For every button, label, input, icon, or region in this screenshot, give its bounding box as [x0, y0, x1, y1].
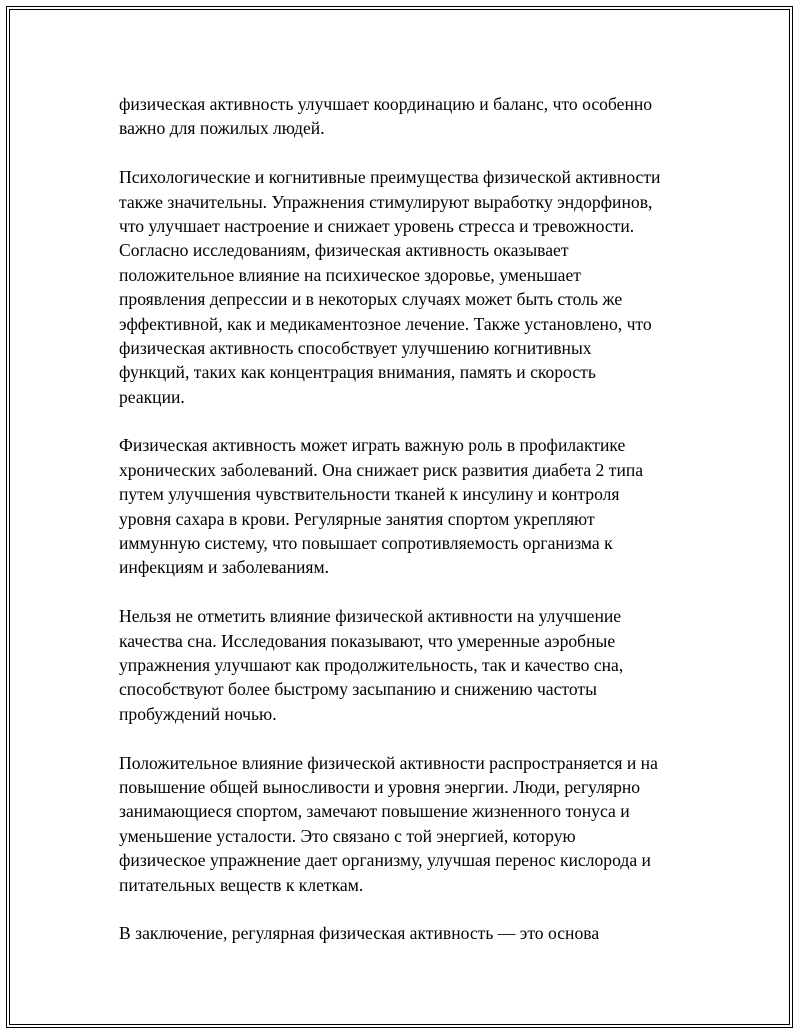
text-line: важно для пожилых людей.	[119, 118, 325, 139]
text-line: также значительны. Упражнения стимулируют выработку эндорфинов,	[119, 191, 653, 212]
document-body	[119, 92, 699, 970]
text-line: функций, таких как концентрация внимания, память и скорость	[119, 362, 596, 383]
paragraph-2	[119, 165, 699, 409]
text-line: Положительное влияние физической активности распространяется и на	[119, 752, 658, 773]
text-line: способствуют более быстрому засыпанию и снижению частоты	[119, 679, 597, 700]
paragraph-5	[119, 751, 699, 897]
text-line: Физическая активность может играть важную роль в профилактике	[119, 435, 626, 456]
text-line: физическая активность улучшает координацию и баланс, что особенно	[119, 94, 653, 114]
text-line: уменьшение усталости. Это связано с той энергией, которую	[119, 825, 576, 846]
text-line: Согласно исследованиям, физическая активность оказывает	[119, 240, 569, 261]
text-line: проявления депрессии и в некоторых случаях может быть столь же	[119, 289, 623, 310]
text-line: Психологические и когнитивные преимущества физической активности	[119, 167, 661, 188]
text-line: реакции.	[119, 386, 185, 407]
text-line: эффективной, как и медикаментозное лечение. Также установлено, что	[119, 313, 652, 334]
paragraph-3	[119, 433, 699, 579]
paragraph-4	[119, 604, 699, 726]
text-line: Нельзя не отметить влияние физической активности на улучшение	[119, 606, 622, 627]
text-line: иммунную систему, что повышает сопротивляемость организма к	[119, 533, 613, 554]
text-line: что улучшает настроение и снижает уровень стресса и тревожности.	[119, 215, 635, 236]
text-line: инфекциям и заболеваниям.	[119, 557, 330, 578]
text-line: повышение общей выносливости и уровня энергии. Люди, регулярно	[119, 776, 641, 797]
text-line: занимающиеся спортом, замечают повышение жизненного тонуса и	[119, 801, 630, 822]
text-line: качества сна. Исследования показывают, что умеренные аэробные	[119, 630, 616, 651]
text-line: питательных веществ к клеткам.	[119, 874, 364, 895]
text-line: физическое упражнение дает организму, улучшая перенос кислорода и	[119, 850, 651, 871]
text-line: пробуждений ночью.	[119, 703, 277, 724]
text-line: хронических заболеваний. Она снижает риск развития диабета 2 типа	[119, 459, 644, 480]
text-line: путем улучшения чувствительности тканей к инсулину и контроля	[119, 484, 620, 505]
text-line: В заключение, регулярная физическая активность — это основа	[119, 923, 600, 944]
text-line: уровня сахара в крови. Регулярные занятия спортом укрепляют	[119, 508, 595, 529]
text-line: положительное влияние на психическое здоровье, уменьшает	[119, 264, 581, 285]
paragraph-6	[119, 921, 699, 945]
paragraph-1	[119, 92, 699, 141]
text-line: упражнения улучшают как продолжительность, так и качество сна,	[119, 654, 624, 675]
text-line: физическая активность способствует улучшению когнитивных	[119, 337, 592, 358]
